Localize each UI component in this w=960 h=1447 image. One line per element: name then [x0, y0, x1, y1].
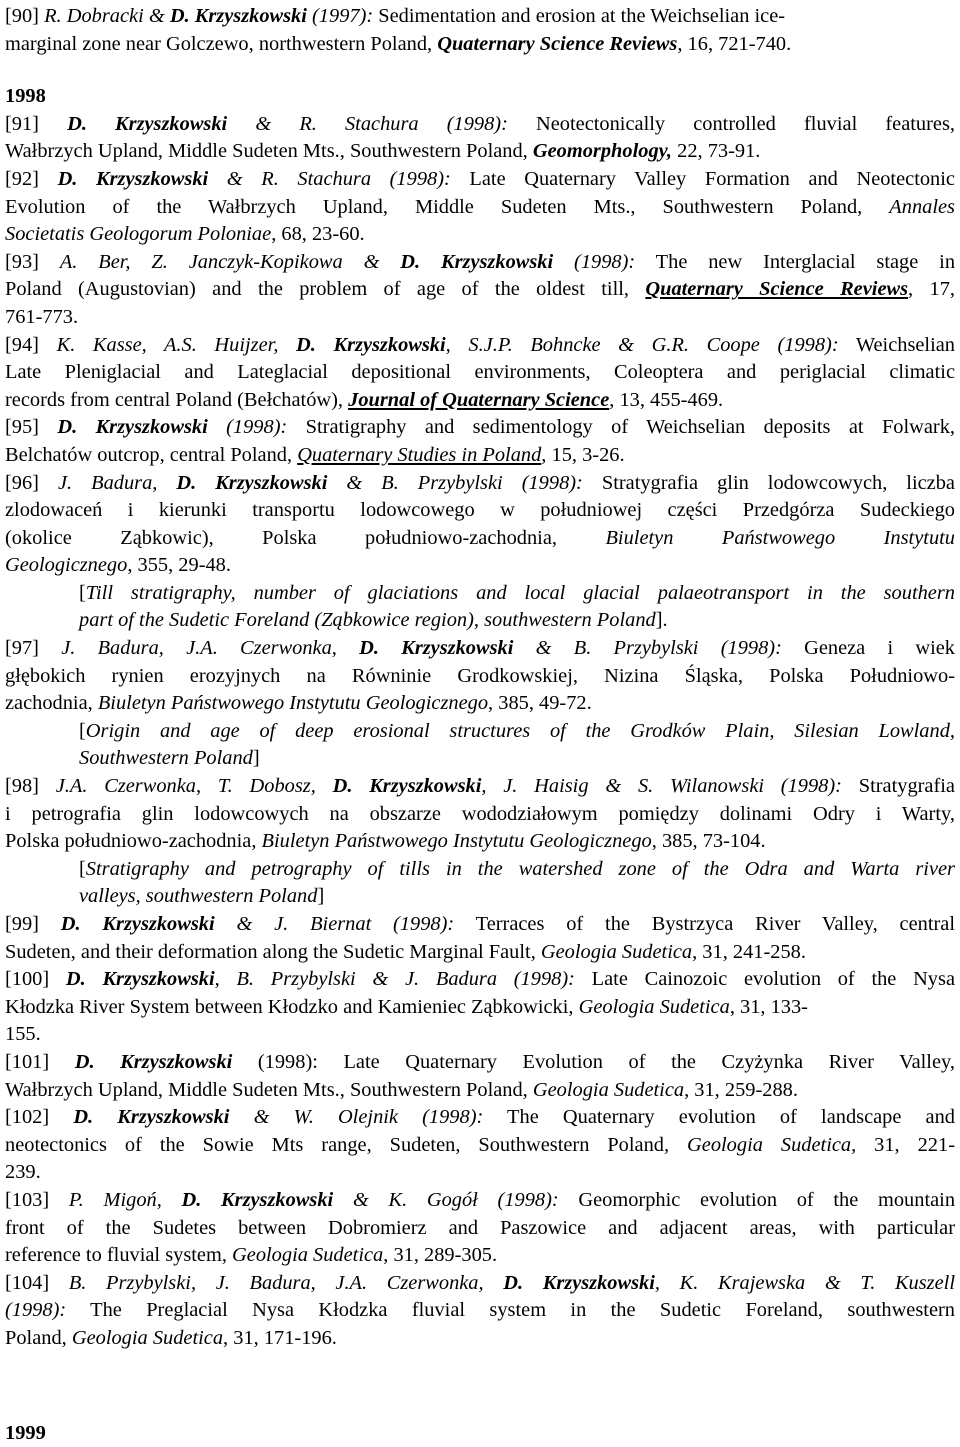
text-run: zachodnia,: [5, 692, 98, 714]
reference-line: [5, 525, 955, 553]
text-run: records from central Poland (Bełchatów),: [5, 389, 348, 411]
text-run: [: [79, 720, 86, 742]
text-run: , 13, 455-469.: [609, 389, 723, 411]
text-run: D. Krzyszkowski: [182, 1189, 334, 1211]
text-run: Sudeten, and their deformation along the Sudetic Marginal Fault,: [5, 941, 541, 963]
text-run: D. Krzyszkowski: [73, 1106, 229, 1128]
text-run: D. Krzyszkowski: [176, 472, 327, 494]
text-run: , 31, 171-196.: [223, 1327, 337, 1349]
text-run: D. Krzyszkowski: [66, 968, 215, 990]
text-run: The new Interglacial stage in: [635, 251, 955, 273]
text-run: [98]: [5, 775, 56, 797]
text-run: part of the Sudetic Foreland (Ząbkowice region), southwestern Poland: [79, 609, 656, 631]
bibliography-page: [5, 3, 955, 1447]
text-run: R. Dobracki &: [44, 5, 170, 27]
reference-line: [5, 635, 955, 663]
reference-line: [5, 442, 955, 470]
text-run: Geologia Sudetica: [579, 996, 730, 1018]
text-run: , 31, 241-258.: [692, 941, 806, 963]
reference-line: [5, 111, 955, 139]
text-run: , 68, 23-60.: [271, 223, 364, 245]
text-run: Late Quaternary Valley Formation and Neotectonic: [451, 168, 955, 190]
text-run: Late Cainozoic evolution of the Nysa: [575, 968, 955, 990]
text-run: 155.: [5, 1023, 41, 1045]
reference-line: [5, 1325, 955, 1353]
text-run: (1998): Late Quaternary Evolution of the Czyżynka River Valley,: [232, 1051, 955, 1073]
reference-line: [5, 1077, 955, 1105]
text-run: Kłodzka River System between Kłodzko and Kamieniec Ząbkowicki,: [5, 996, 579, 1018]
reference-line: [5, 1104, 955, 1132]
text-run: Quaternary Studies in Poland: [297, 444, 541, 466]
reference-line: [5, 1049, 955, 1077]
reference-line: [5, 470, 955, 498]
text-run: D. Krzyszkowski: [67, 113, 227, 135]
text-run: Stratygrafia: [842, 775, 955, 797]
text-run: , 31, 221-: [851, 1134, 955, 1156]
text-run: marginal zone near Golczewo, northwestern Poland,: [5, 33, 437, 55]
text-run: P. Migoń,: [69, 1189, 182, 1211]
text-run: D. Krzyszkowski: [57, 416, 207, 438]
reference-line: [5, 607, 955, 635]
text-run: (1997):: [307, 5, 373, 27]
text-run: Terraces of the Bystrzyca River Valley, central: [454, 913, 955, 935]
text-run: Biuletyn Państwowego Instytutu: [605, 527, 955, 549]
reference-line: [5, 221, 955, 249]
text-run: A. Ber, Z. Janczyk-Kopikowa &: [60, 251, 400, 273]
reference-line: [5, 332, 955, 360]
text-run: i petrografia glin lodowcowych na obszarze wododziałowym pomiędzy dolinami Odry i Warty,: [5, 803, 955, 825]
reference-line: [5, 249, 955, 277]
reference-line: [5, 359, 955, 387]
text-run: D. Krzyszkowski: [400, 251, 553, 273]
text-run: 239.: [5, 1161, 41, 1183]
text-run: [100]: [5, 968, 66, 990]
text-run: , K. Krajewska & T. Kuszell: [655, 1272, 955, 1294]
text-run: [90]: [5, 5, 44, 27]
text-run: Sedimentation and erosion at the Weichselian ice-: [373, 5, 785, 27]
text-run: , 15, 3-26.: [541, 444, 624, 466]
reference-line: [5, 138, 955, 166]
text-run: zlodowaceń i kierunki transportu lodowcowego w południowej części Przedgórza Sudeckiego: [5, 499, 955, 521]
text-run: & R. Stachura (1998):: [208, 168, 451, 190]
reference-line: [5, 304, 955, 332]
text-run: Poland,: [5, 1327, 72, 1349]
text-run: , 31, 259-288.: [684, 1079, 798, 1101]
reference-line: [5, 31, 955, 59]
text-run: [91]: [5, 113, 67, 135]
text-run: Biuletyn Państwowego Instytutu Geologicznego: [262, 830, 652, 852]
text-run: & B. Przybylski (1998):: [327, 472, 582, 494]
text-run: Quaternary Science Reviews: [645, 278, 908, 300]
text-run: Geologia Sudetica: [72, 1327, 223, 1349]
reference-line: [5, 663, 955, 691]
text-run: , 31, 289-305.: [383, 1244, 497, 1266]
reference-line: [5, 745, 955, 773]
reference-block-1997: [5, 3, 955, 58]
year-heading-1998: 1998: [5, 83, 955, 111]
text-run: (1998):: [5, 1299, 66, 1321]
text-run: Late Pleniglacial and Lateglacial depositional environments, Coleoptera and periglacial climatic: [5, 361, 955, 383]
text-run: ].: [656, 609, 668, 631]
reference-line: [5, 690, 955, 718]
reference-line: [5, 166, 955, 194]
text-run: , 31, 133-: [730, 996, 808, 1018]
reference-line: [5, 1187, 955, 1215]
text-run: D. Krzyszkowski: [75, 1051, 233, 1073]
text-run: Weichselian: [839, 334, 955, 356]
text-run: B. Przybylski, J. Badura, J.A. Czerwonka,: [69, 1272, 503, 1294]
reference-line: [5, 3, 955, 31]
text-run: & B. Przybylski (1998):: [513, 637, 781, 659]
text-run: Stratigraphy and sedimentology of Weichselian deposits at Folwark,: [287, 416, 955, 438]
reference-line: [5, 194, 955, 222]
reference-line: [5, 552, 955, 580]
text-run: [: [79, 582, 86, 604]
reference-line: [5, 1021, 955, 1049]
reference-line: [5, 939, 955, 967]
text-run: Belchatów outcrop, central Poland,: [5, 444, 297, 466]
reference-line: [5, 1159, 955, 1187]
text-run: Poland (Augustovian) and the problem of age of the oldest till,: [5, 278, 645, 300]
text-run: valleys, southwestern Poland: [79, 885, 317, 907]
text-run: (1998):: [208, 416, 288, 438]
year-heading-1999: 1999: [5, 1420, 955, 1447]
text-run: [92]: [5, 168, 58, 190]
text-run: , 385, 73-104.: [652, 830, 766, 852]
text-run: Quaternary Science Reviews: [437, 33, 677, 55]
text-run: Wałbrzych Upland, Middle Sudeten Mts., Southwestern Poland,: [5, 140, 533, 162]
text-run: głębokich rynien erozyjnych na Równinie Grodkowskiej, Nizina Śląska, Polska Południowo-: [5, 665, 955, 687]
text-run: front of the Sudetes between Dobromierz and Paszowice and adjacent areas, with particular: [5, 1217, 955, 1239]
text-run: Annales: [889, 196, 955, 218]
reference-line: [5, 580, 955, 608]
text-run: [101]: [5, 1051, 75, 1073]
text-run: Geologia Sudetica: [232, 1244, 383, 1266]
reference-line: [5, 497, 955, 525]
text-run: , B. Przybylski & J. Badura (1998):: [215, 968, 575, 990]
text-run: Origin and age of deep erosional structures of the Grodków Plain, Silesian Lowland,: [86, 720, 955, 742]
text-run: , S.J.P. Bohncke & G.R. Coope (1998):: [446, 334, 839, 356]
text-run: & R. Stachura (1998):: [227, 113, 508, 135]
text-run: Stratygrafia glin lodowcowych, liczba: [583, 472, 955, 494]
reference-line: [5, 718, 955, 746]
text-run: (okolice Ząbkowic), Polska południowo-zachodnia,: [5, 527, 605, 549]
text-run: reference to fluvial system,: [5, 1244, 232, 1266]
text-run: [103]: [5, 1189, 69, 1211]
text-run: Geneza i wiek: [782, 637, 955, 659]
text-run: [96]: [5, 472, 58, 494]
reference-line: [5, 801, 955, 829]
text-run: J.A. Czerwonka, T. Dobosz,: [56, 775, 333, 797]
text-run: J. Badura,: [58, 472, 176, 494]
text-run: D. Krzyszkowski: [58, 168, 209, 190]
reference-line: [5, 1270, 955, 1298]
reference-line: [5, 414, 955, 442]
text-run: J. Badura, J.A. Czerwonka,: [61, 637, 359, 659]
text-run: Southwestern Poland: [79, 747, 253, 769]
text-run: [93]: [5, 251, 60, 273]
reference-line: [5, 773, 955, 801]
text-run: , 16, 721-740.: [677, 33, 791, 55]
text-run: [95]: [5, 416, 57, 438]
reference-list-1998: [5, 111, 955, 1353]
text-run: K. Kasse, A.S. Huijzer,: [57, 334, 296, 356]
reference-line: [5, 883, 955, 911]
text-run: D. Krzyszkowski: [333, 775, 482, 797]
text-run: D. Krzyszkowski: [61, 913, 215, 935]
text-run: D. Krzyszkowski: [296, 334, 446, 356]
reference-line: [5, 276, 955, 304]
reference-line: [5, 856, 955, 884]
text-run: , 17,: [908, 278, 955, 300]
reference-line: [5, 1297, 955, 1325]
reference-line: [5, 966, 955, 994]
text-run: Geomorphology,: [533, 140, 672, 162]
text-run: Journal of Quaternary Science: [348, 389, 609, 411]
reference-line: [5, 911, 955, 939]
text-run: D. Krzyszkowski: [170, 5, 307, 27]
text-run: [97]: [5, 637, 61, 659]
text-run: [104]: [5, 1272, 69, 1294]
text-run: D. Krzyszkowski: [503, 1272, 655, 1294]
text-run: & W. Olejnik (1998):: [229, 1106, 483, 1128]
text-run: , J. Haisig & S. Wilanowski (1998):: [481, 775, 842, 797]
reference-line: [5, 1132, 955, 1160]
reference-line: [5, 1242, 955, 1270]
text-run: [102]: [5, 1106, 73, 1128]
text-run: & J. Biernat (1998):: [215, 913, 455, 935]
text-run: Stratigraphy and petrography of tills in the watershed zone of the Odra and Warta river: [86, 858, 955, 880]
text-run: Neotectonically controlled fluvial features,: [508, 113, 955, 135]
text-run: 761-773.: [5, 306, 78, 328]
text-run: [99]: [5, 913, 61, 935]
reference-line: [5, 828, 955, 856]
text-run: , 385, 49-72.: [488, 692, 592, 714]
reference-line: [5, 387, 955, 415]
reference-line: [5, 1215, 955, 1243]
text-run: ]: [253, 747, 260, 769]
text-run: [: [79, 858, 86, 880]
text-run: The Preglacial Nysa Kłodzka fluvial system in the Sudetic Foreland, southwestern: [66, 1299, 955, 1321]
text-run: Evolution of the Wałbrzych Upland, Middle Sudeten Mts., Southwestern Poland,: [5, 196, 889, 218]
text-run: ]: [317, 885, 324, 907]
text-run: Geologia Sudetica: [533, 1079, 684, 1101]
text-run: Geologicznego: [5, 554, 127, 576]
text-run: Biuletyn Państwowego Instytutu Geologicznego: [98, 692, 488, 714]
text-run: neotectonics of the Sowie Mts range, Sudeten, Southwestern Poland,: [5, 1134, 687, 1156]
reference-line: [5, 994, 955, 1022]
text-run: D. Krzyszkowski: [359, 637, 513, 659]
text-run: [94]: [5, 334, 57, 356]
text-run: Geomorphic evolution of the mountain: [559, 1189, 955, 1211]
text-run: Wałbrzych Upland, Middle Sudeten Mts., Southwestern Poland,: [5, 1079, 533, 1101]
text-run: , 355, 29-48.: [127, 554, 231, 576]
text-run: The Quaternary evolution of landscape and: [483, 1106, 955, 1128]
text-run: (1998):: [553, 251, 635, 273]
text-run: Societatis Geologorum Poloniae: [5, 223, 271, 245]
text-run: Polska południowo-zachodnia,: [5, 830, 262, 852]
text-run: & K. Gogół (1998):: [333, 1189, 558, 1211]
text-run: Geologia Sudetica: [687, 1134, 851, 1156]
text-run: 22, 73-91.: [672, 140, 760, 162]
text-run: Geologia Sudetica: [541, 941, 692, 963]
text-run: Till stratigraphy, number of glaciations and local glacial palaeotransport in the southern: [86, 582, 955, 604]
